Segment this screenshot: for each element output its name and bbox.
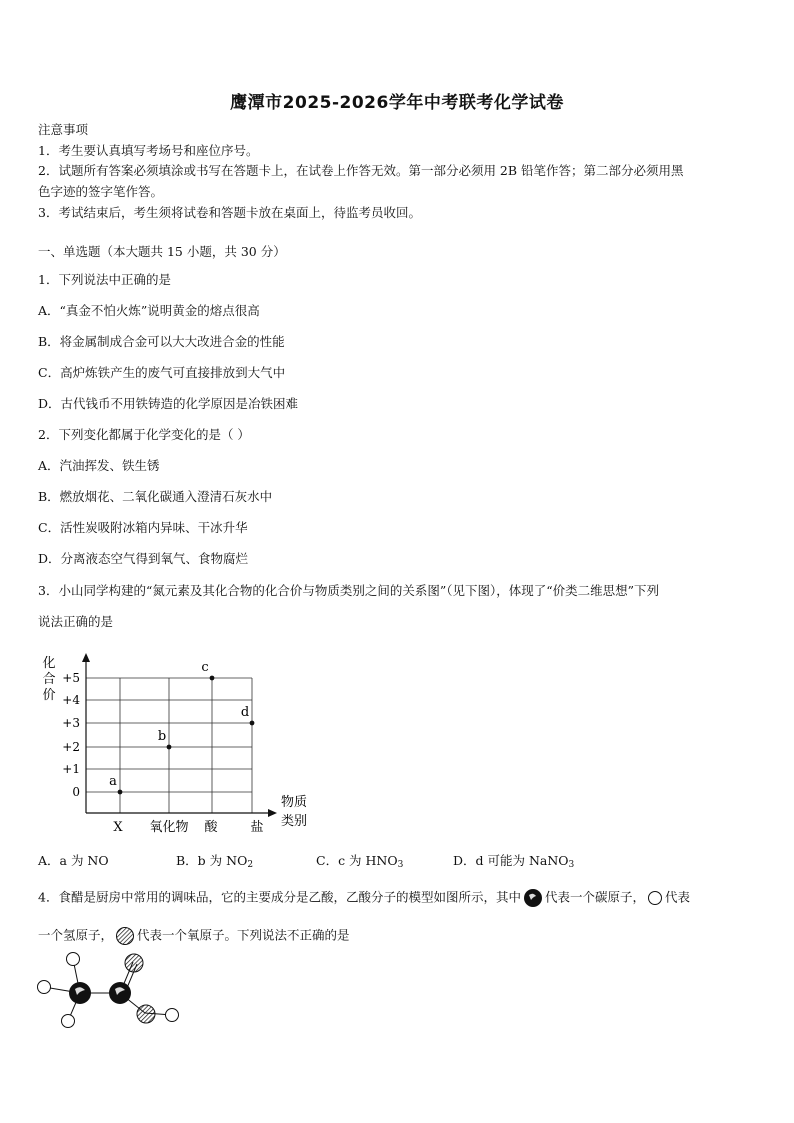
q3-options xyxy=(0,853,794,871)
y-tick-label: 0 xyxy=(72,785,80,799)
q1-option-d: D．古代钱币不用铁铸造的化学原因是冶铁困难 xyxy=(38,396,299,411)
y-tick-label: +1 xyxy=(62,762,80,776)
y-tick-label: +4 xyxy=(62,693,80,707)
x-axis-title-line2: 类别 xyxy=(280,814,308,829)
point-label-d: d xyxy=(240,705,250,720)
y-axis-title-char: 化 xyxy=(42,656,56,671)
q1-option-a: A．“真金不怕火炼”说明黄金的熔点很高 xyxy=(38,303,260,318)
x-axis-title-line1: 物质 xyxy=(280,795,308,810)
q2-stem: 2．下列变化都属于化学变化的是（ ） xyxy=(38,427,250,442)
hydrogen-atom-icon xyxy=(647,890,663,906)
note-2: 2．试题所有答案必须填涂或书写在答题卡上，在试卷上作答无效。第一部分必须用 2B 铅笔作答；第二部分必须用黑 xyxy=(38,163,684,178)
q1-stem: 1．下列说法中正确的是 xyxy=(38,272,171,287)
point-a xyxy=(118,790,123,795)
x-axis-arrow xyxy=(268,809,277,817)
chart-labels xyxy=(42,656,307,829)
note-2-cont: 色字迹的签字笔作答。 xyxy=(38,184,164,199)
q2-option-a: A．汽油挥发、铁生锈 xyxy=(38,458,160,473)
x-tick-label: X xyxy=(113,820,123,835)
hydrogen-atom xyxy=(38,981,51,994)
q1-option-b: B．将金属制成合金可以大大改进合金的性能 xyxy=(38,334,285,349)
oxygen-atom xyxy=(137,1005,155,1023)
y-axis-title-char: 价 xyxy=(42,688,56,703)
section-heading: 一、单选题（本大题共 15 小题，共 30 分） xyxy=(38,244,286,259)
chart-axes xyxy=(82,653,277,817)
note-3: 3．考试结束后，考生须将试卷和答题卡放在桌面上，待监考员收回。 xyxy=(38,205,421,220)
x-tick-label: 酸 xyxy=(204,820,218,835)
hydrogen-atom xyxy=(62,1015,75,1028)
q3-stem-line1: 3．小山同学构建的“氮元素及其化合物的化合价与物质类别之间的关系图”（见下图），体现了“价类二维思想”下列 xyxy=(38,583,660,598)
carbon-atom xyxy=(69,982,91,1004)
x-tick-label: 盐 xyxy=(250,820,264,835)
q4-stem-line1: 4．食醋是厨房中常用的调味品，它的主要成分是乙酸，乙酸分子的模型如图所示，其中 代表一个碳原子， 代表 xyxy=(38,888,690,908)
point-label-b: b xyxy=(157,729,167,744)
q3-stem-line2: 说法正确的是 xyxy=(38,614,114,629)
q1-option-c: C．高炉炼铁产生的废气可直接排放到大气中 xyxy=(38,365,286,380)
y-tick-label: +3 xyxy=(62,716,80,730)
point-c xyxy=(210,676,215,681)
chart-points xyxy=(109,660,254,794)
y-tick-label: +5 xyxy=(62,671,80,685)
q2-option-b: B．燃放烟花、二氧化碳通入澄清石灰水中 xyxy=(38,489,273,504)
chart-ticks xyxy=(62,671,263,835)
point-d xyxy=(250,721,255,726)
acetic-acid-model xyxy=(30,945,200,1040)
q2-option-c: C．活性炭吸附冰箱内异味、干冰升华 xyxy=(38,520,248,535)
q3-option-c: C．c 为 $HNO_3$ xyxy=(316,853,404,870)
q4-stem-line2: 一个氢原子， 代表一个氧原子。下列说法不正确的是 xyxy=(38,926,350,946)
hydrogen-atom xyxy=(166,1009,179,1022)
carbon-atom-icon xyxy=(523,888,543,908)
point-label-c: c xyxy=(201,660,209,675)
point-label-a: a xyxy=(109,774,117,789)
oxygen-atom xyxy=(125,954,143,972)
valence-chart xyxy=(30,648,330,840)
y-axis-arrow xyxy=(82,653,90,662)
y-tick-label: +2 xyxy=(62,740,80,754)
notes-heading: 注意事项 xyxy=(38,122,89,137)
carbon-atom xyxy=(109,982,131,1004)
hydrogen-atom xyxy=(67,953,80,966)
page-title: 鹰潭市2025-2026学年中考联考化学试卷 xyxy=(230,93,564,113)
q2-option-d: D．分离液态空气得到氧气、食物腐烂 xyxy=(38,551,249,566)
q3-option-b: B．b 为 $NO_2$ xyxy=(176,853,254,870)
note-1: 1．考生要认真填写考场号和座位序号。 xyxy=(38,143,259,158)
point-b xyxy=(167,745,172,750)
q3-option-d: D．d 可能为 NaNO$_3$ xyxy=(453,853,575,870)
x-tick-label: 氧化物 xyxy=(149,820,189,835)
y-axis-title-char: 合 xyxy=(42,672,56,687)
q3-option-a: A．a 为 NO xyxy=(38,853,109,868)
oxygen-atom-icon xyxy=(115,926,135,946)
